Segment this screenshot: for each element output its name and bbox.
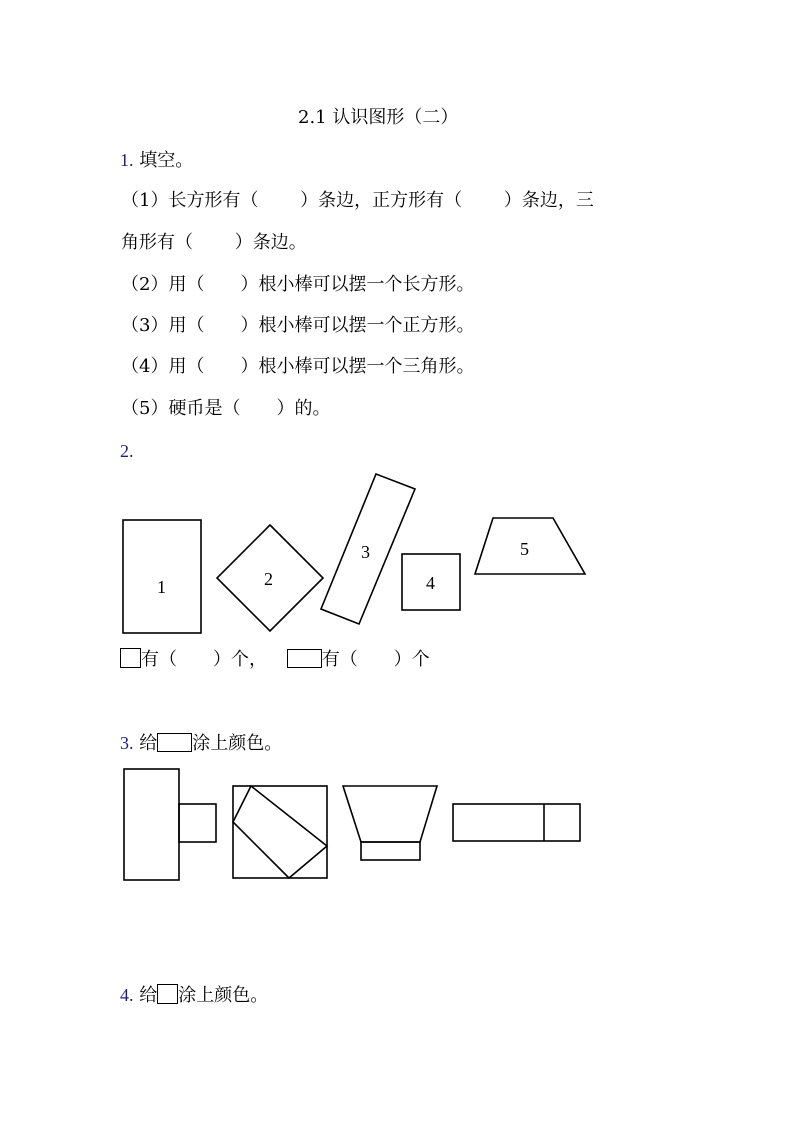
q1-line-2: （2）用（ ）根小棒可以摆一个长方形。: [121, 274, 475, 295]
q1-line-1: （1）长方形有（ ）条边，正方形有（ ）条边，三: [121, 190, 594, 211]
q2-shape-4-label: 4: [426, 573, 435, 593]
q2-shape-1-rectangle: [123, 520, 201, 633]
q1-line-4: （4）用（ ）根小棒可以摆一个三角形。: [121, 356, 475, 377]
rectangle-icon: [157, 733, 192, 752]
q3-shape-long-rectangle: [453, 804, 580, 841]
q2-shape-4-square: [402, 554, 460, 610]
q2-shape-5-trapezoid: [475, 518, 585, 574]
q3-shape-rect-with-square: [124, 769, 216, 880]
question-3-number: 3.: [120, 733, 134, 753]
question-4-prefix: 给: [139, 985, 158, 1006]
square-icon: [157, 984, 178, 1004]
question-4-suffix: 涂上颜色。: [178, 985, 269, 1006]
rectangle-icon: [287, 649, 322, 668]
question-3-suffix: 涂上颜色。: [192, 733, 283, 754]
q1-line-3: （3）用（ ）根小棒可以摆一个正方形。: [121, 315, 475, 336]
question-4-number: 4.: [120, 985, 134, 1005]
q2-shape-3-label: 3: [361, 542, 370, 562]
q2-shape-2-label: 2: [264, 569, 273, 589]
square-icon: [120, 648, 141, 668]
q2-answer-b: 有（ ）个: [321, 649, 430, 670]
page-title: 2.1 认识图形（二）: [298, 107, 459, 128]
q2-answer-a: 有（ ）个，: [141, 649, 267, 670]
question-3: [120, 732, 282, 755]
q2-shape-2-square-rotated: [217, 525, 323, 631]
question-4: [120, 984, 268, 1007]
q1-line-5: （5）硬币是（ ）的。: [121, 398, 331, 419]
question-2-number: 2.: [120, 441, 134, 461]
q3-shape-square-with-diamond: [233, 786, 327, 878]
q2-shape-1-label: 1: [157, 577, 166, 597]
q2-answer-line: [120, 648, 430, 671]
q2-shape-3-tilted-rectangle: [321, 474, 415, 624]
q3-shape-trapezoid-with-rect: [343, 786, 437, 860]
q2-shape-5-label: 5: [520, 539, 529, 559]
question-3-prefix: 给: [139, 733, 158, 754]
question-1-text: 填空。: [139, 150, 194, 171]
q1-line-1-continued: 角形有（ ）条边。: [121, 232, 307, 253]
question-1-number: 1.: [120, 150, 134, 170]
